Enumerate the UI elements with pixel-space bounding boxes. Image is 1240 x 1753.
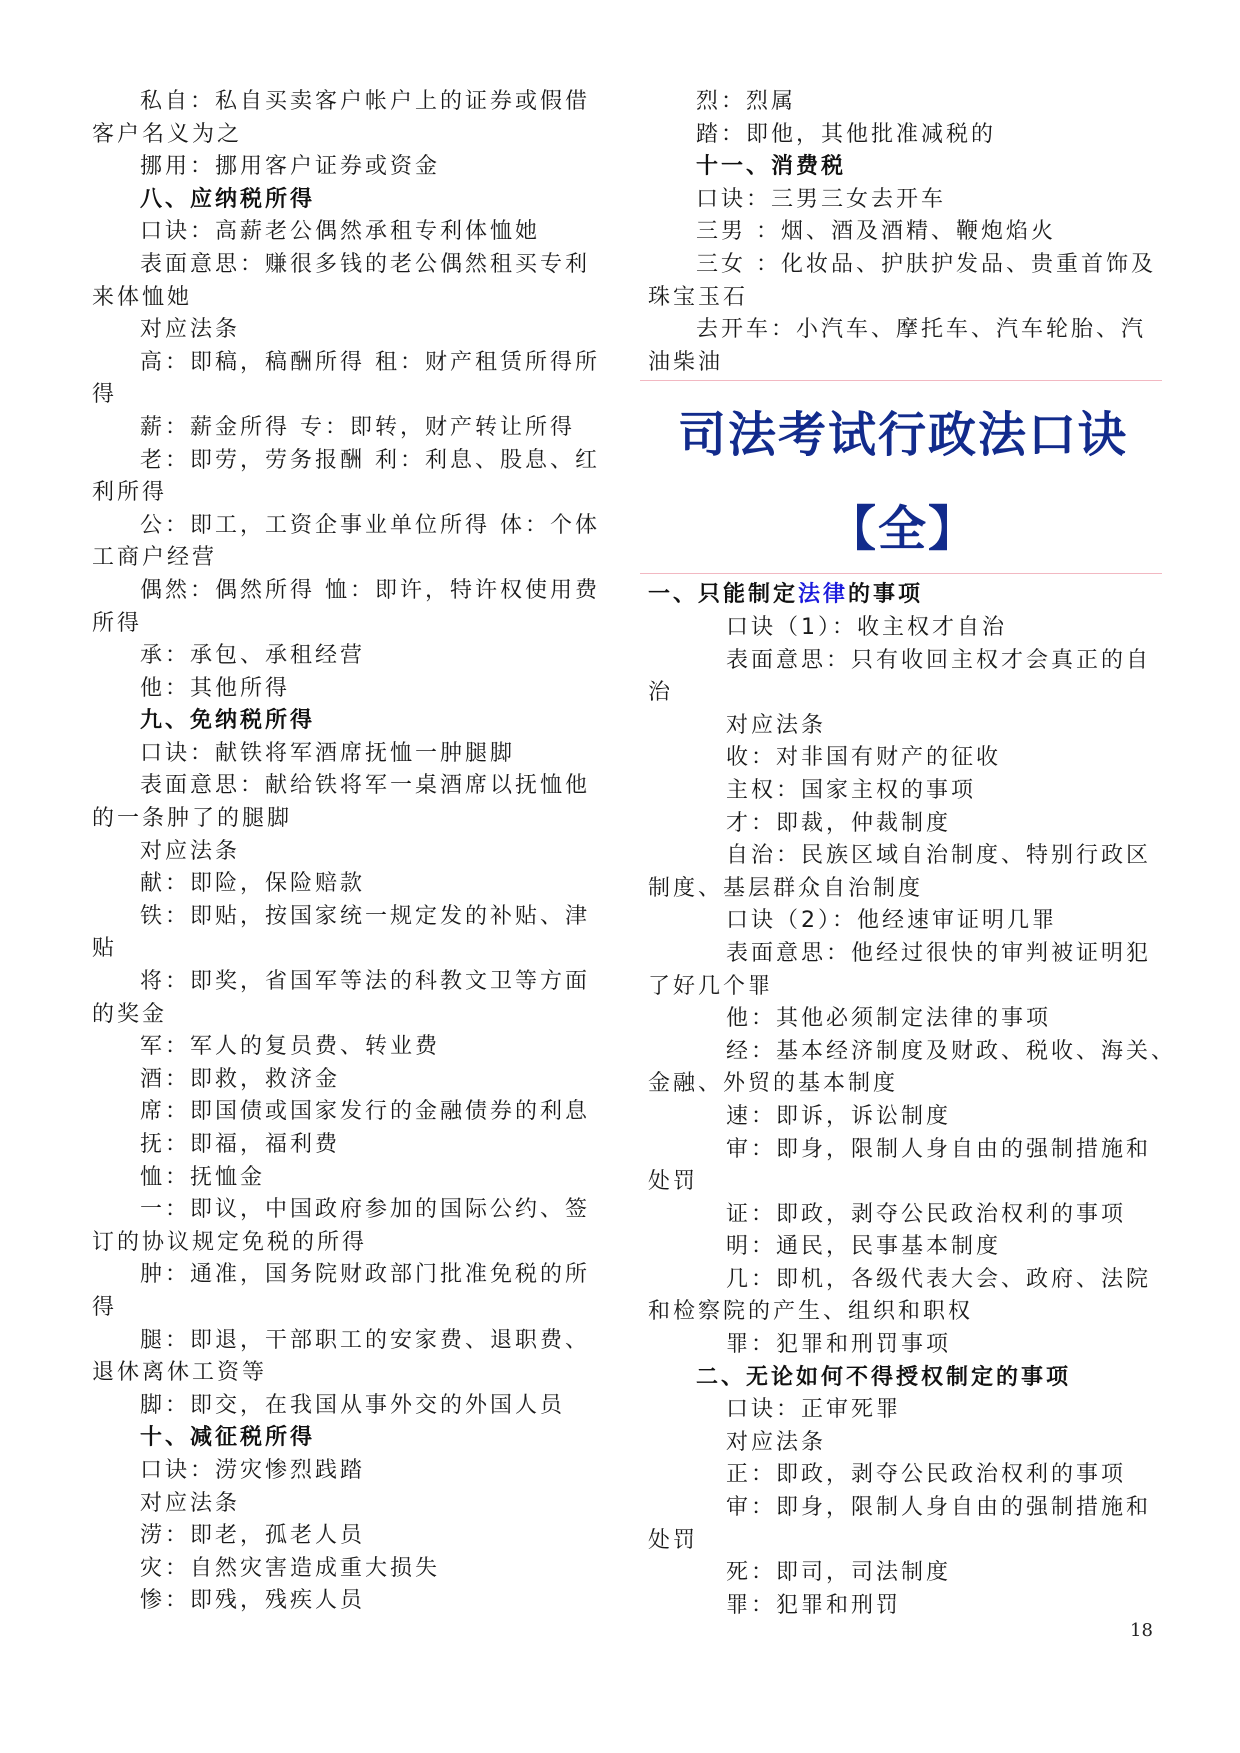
text-line: 口诀（2）：他经速审证明几罪 bbox=[726, 908, 1057, 934]
heading-suffix: 的事项 bbox=[848, 582, 924, 607]
text-line: 口诀：献铁将军酒席抚恤一肿腿脚 bbox=[140, 740, 516, 766]
text-line: 口诀：三男三女去开车 bbox=[696, 186, 947, 212]
text-line: 高：即稿，稿酬所得 租：财产租赁所得所 bbox=[140, 349, 600, 375]
heading-highlight-link[interactable]: 法律 bbox=[798, 582, 849, 607]
text-line: 脚：即交，在我国从事外交的外国人员 bbox=[140, 1392, 566, 1418]
text-line: 治 bbox=[648, 680, 674, 706]
text-line: 所得 bbox=[92, 610, 143, 636]
text-line: 金融、外贸的基本制度 bbox=[648, 1071, 899, 1097]
page-title: 司法考试行政法口诀 bbox=[677, 407, 1128, 463]
text-line: 证：即政，剥夺公民政治权利的事项 bbox=[726, 1201, 1127, 1227]
text-line: 对应法条 bbox=[726, 1429, 827, 1455]
text-line: 死：即司，司法制度 bbox=[726, 1560, 952, 1586]
text-line: 腿：即退，干部职工的安家费、退职费、 bbox=[140, 1327, 591, 1353]
text-line: 得 bbox=[92, 382, 118, 408]
text-line: 军：军人的复员费、转业费 bbox=[140, 1034, 441, 1060]
text-line: 和检察院的产生、组织和职权 bbox=[648, 1299, 974, 1325]
text-line: 抚：即福，福利费 bbox=[140, 1132, 341, 1157]
text-line: 订的协议规定免税的所得 bbox=[92, 1229, 368, 1255]
text-line: 他：其他所得 bbox=[140, 675, 291, 701]
text-line: 偶然：偶然所得 恤：即许，特许权使用费 bbox=[140, 577, 600, 603]
text-line: 涝：即老，孤老人员 bbox=[140, 1523, 366, 1549]
text-line: 速：即诉，诉讼制度 bbox=[726, 1103, 952, 1129]
text-line: 老：即劳，劳务报酬 利：利息、股息、红 bbox=[140, 447, 600, 473]
text-line: 口诀：涝灾惨烈践踏 bbox=[140, 1457, 366, 1483]
text-line: 三男 ：烟、酒及酒精、鞭炮焰火 bbox=[696, 219, 1056, 245]
text-line: 对应法条 bbox=[726, 712, 827, 738]
title-block-line2 bbox=[648, 501, 1158, 557]
text-line: 油柴油 bbox=[648, 349, 724, 375]
text-line: 献：即险，保险赔款 bbox=[140, 871, 366, 897]
text-line: 制度、基层群众自治制度 bbox=[648, 875, 924, 901]
text-line: 席：即国债或国家发行的金融债券的利息 bbox=[140, 1099, 591, 1125]
text-line: 明：通民，民事基本制度 bbox=[726, 1234, 1002, 1260]
text-line: 口诀：高薪老公偶然承租专利体恤她 bbox=[140, 219, 541, 245]
text-line: 他：其他必须制定法律的事项 bbox=[726, 1006, 1052, 1032]
section1-heading bbox=[648, 579, 1158, 612]
text-line: 酒：即救，救济金 bbox=[140, 1066, 341, 1092]
text-line: 珠宝玉石 bbox=[648, 284, 749, 310]
text-line: 惨：即残，残疾人员 bbox=[140, 1588, 366, 1614]
text-line: 口诀：正审死罪 bbox=[726, 1397, 902, 1423]
text-line: 私自：私自买卖客户帐户上的证券或假借 bbox=[140, 89, 591, 114]
text-line: 表面意思：献给铁将军一桌酒席以抚恤他 bbox=[140, 773, 591, 799]
page-subtitle: 【全】 bbox=[827, 501, 978, 557]
text-line: 的一条肿了的腿脚 bbox=[92, 806, 293, 832]
title-top-rule bbox=[640, 380, 1162, 381]
text-line: 了好几个罪 bbox=[648, 973, 774, 999]
text-line: 的奖金 bbox=[92, 1001, 168, 1027]
page-number: 18 bbox=[1130, 1620, 1153, 1641]
text-line: 表面意思：他经过很快的审判被证明犯 bbox=[726, 940, 1152, 966]
text-line: 罪：犯罪和刑罚事项 bbox=[726, 1332, 952, 1358]
text-line: 表面意思：只有收回主权才会真正的自 bbox=[726, 647, 1152, 673]
text-line: 恤：抚恤金 bbox=[140, 1164, 266, 1190]
text-line: 工商户经营 bbox=[92, 545, 218, 571]
right-column-top bbox=[648, 86, 1158, 379]
text-line: 收：对非国有财产的征收 bbox=[726, 745, 1002, 771]
text-line: 得 bbox=[92, 1294, 118, 1320]
text-line: 烈：烈属 bbox=[696, 89, 797, 114]
section-heading: 十一、消费税 bbox=[696, 154, 847, 180]
text-line: 对应法条 bbox=[140, 317, 241, 343]
text-line: 对应法条 bbox=[140, 1490, 241, 1516]
text-line: 将：即奖，省国军等法的科教文卫等方面 bbox=[140, 969, 591, 995]
text-line: 罪：犯罪和刑罚 bbox=[726, 1592, 902, 1618]
text-line: 利所得 bbox=[92, 480, 168, 506]
text-line: 客户名义为之 bbox=[92, 121, 243, 147]
text-line: 承：承包、承租经营 bbox=[140, 643, 366, 669]
text-line: 薪：薪金所得 专：即转，财产转让所得 bbox=[140, 414, 575, 440]
section-heading: 八、应纳税所得 bbox=[140, 186, 316, 212]
title-block-line1 bbox=[648, 407, 1158, 463]
section-heading: 二、无论如何不得授权制定的事项 bbox=[696, 1364, 1072, 1390]
title-bottom-rule bbox=[640, 573, 1162, 574]
text-line: 贴 bbox=[92, 936, 118, 962]
text-line: 挪用：挪用客户证券或资金 bbox=[140, 154, 441, 180]
section-heading: 十、减征税所得 bbox=[140, 1425, 316, 1451]
text-line: 退休离休工资等 bbox=[92, 1360, 268, 1386]
text-line: 经：基本经济制度及财政、税收、海关、 bbox=[726, 1038, 1177, 1064]
left-column bbox=[92, 86, 600, 1618]
text-line: 铁：即贴，按国家统一规定发的补贴、津 bbox=[140, 903, 591, 929]
text-line: 灾：自然灾害造成重大损失 bbox=[140, 1555, 441, 1581]
text-line: 处罚 bbox=[648, 1527, 699, 1553]
text-line: 口诀（1）：收主权才自治 bbox=[726, 615, 1007, 640]
text-line: 公：即工，工资企事业单位所得 体：个体 bbox=[140, 512, 600, 538]
text-line: 一：即议，中国政府参加的国际公约、签 bbox=[140, 1197, 591, 1223]
section-heading: 九、免纳税所得 bbox=[140, 708, 316, 734]
text-line: 踏：即他，其他批准减税的 bbox=[696, 121, 997, 147]
text-line: 审：即身，限制人身自由的强制措施和 bbox=[726, 1136, 1152, 1162]
text-line: 审：即身，限制人身自由的强制措施和 bbox=[726, 1495, 1152, 1521]
text-line: 去开车：小汽车、摩托车、汽车轮胎、汽 bbox=[696, 317, 1147, 343]
text-line: 三女 ：化妆品、护肤护发品、贵重首饰及 bbox=[696, 251, 1156, 277]
right-column-bottom bbox=[648, 612, 1177, 1622]
text-line: 几：即机，各级代表大会、政府、法院 bbox=[726, 1266, 1152, 1292]
heading-prefix: 一、只能制定 bbox=[648, 582, 799, 607]
text-line: 处罚 bbox=[648, 1169, 699, 1195]
text-line: 主权：国家主权的事项 bbox=[726, 777, 977, 803]
text-line: 对应法条 bbox=[140, 838, 241, 864]
text-line: 表面意思：赚很多钱的老公偶然租买专利 bbox=[140, 251, 591, 277]
text-line: 才：即裁，仲裁制度 bbox=[726, 810, 952, 836]
text-line: 正：即政，剥夺公民政治权利的事项 bbox=[726, 1462, 1127, 1488]
text-line: 肿：通准，国务院财政部门批准免税的所 bbox=[140, 1262, 591, 1288]
text-line: 来体恤她 bbox=[92, 284, 193, 310]
text-line: 自治：民族区域自治制度、特别行政区 bbox=[726, 843, 1152, 869]
